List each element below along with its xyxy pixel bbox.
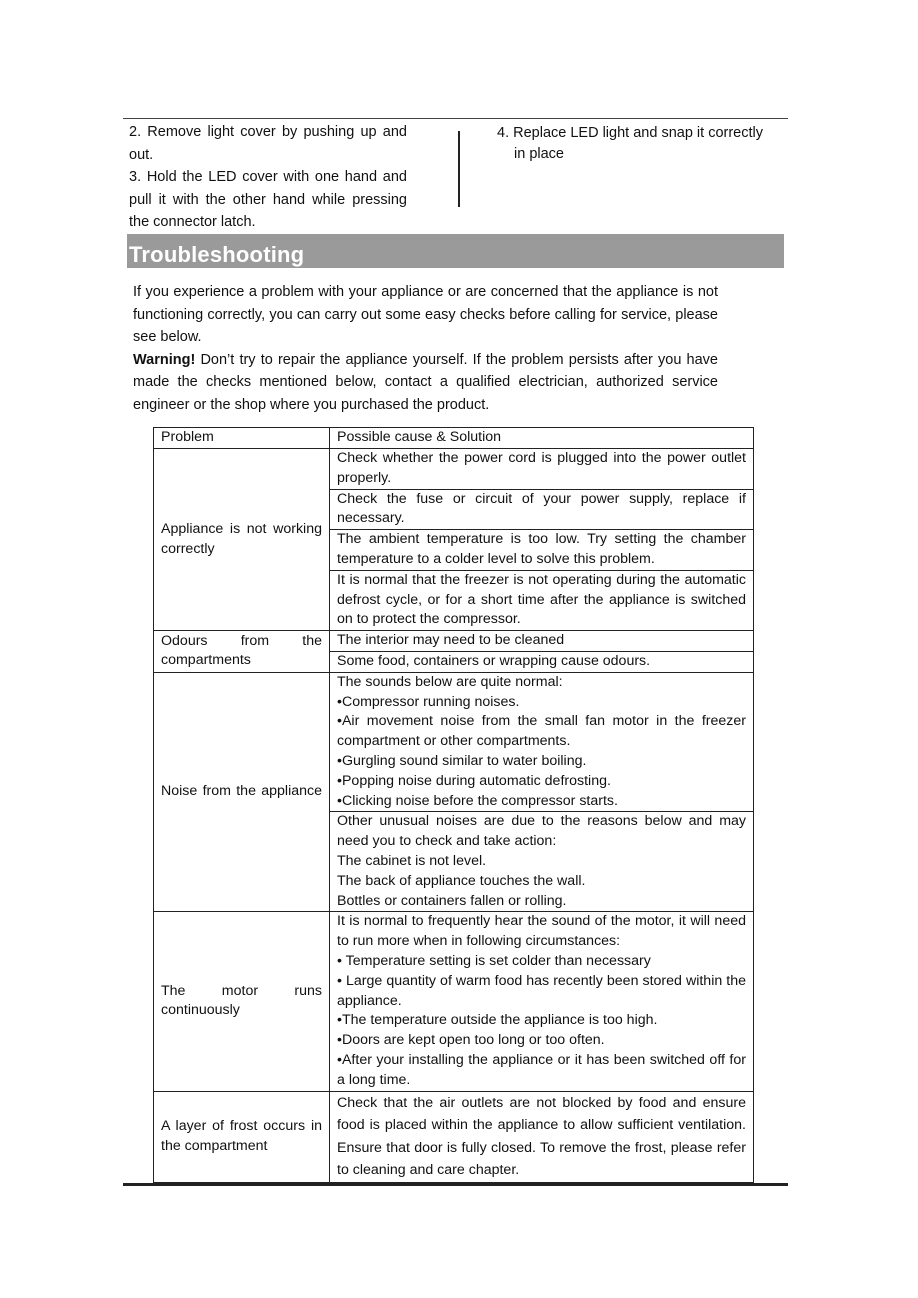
solution-cell: Check the fuse or circuit of your power supply, replace if necessary. <box>330 489 754 530</box>
intro-text <box>133 281 718 416</box>
solution-line: Bottles or containers fallen or rolling. <box>337 892 567 909</box>
problem-cell: Appliance is not working correctly <box>154 449 330 631</box>
solution-line: •Clicking noise before the compressor starts. <box>337 792 618 809</box>
header-problem: Problem <box>154 428 330 449</box>
intro-paragraph: If you experience a problem with your appliance or are concerned that the appliance is not functioning correctly, you can carry out some easy checks before calling for service, please see below. <box>133 284 718 345</box>
solution-cell <box>330 912 754 1091</box>
solution-line: • Large quantity of warm food has recently been stored within the appliance. <box>337 972 746 1009</box>
warning-label: Warning! <box>133 351 196 368</box>
bottom-rule <box>123 1183 788 1186</box>
step-4-line1: Replace LED light and snap it correctly <box>513 125 763 141</box>
top-rule <box>123 118 788 119</box>
solution-line: The cabinet is not level. <box>337 852 487 869</box>
solution-cell: Some food, containers or wrapping cause odours. <box>330 651 754 672</box>
table-row <box>154 631 754 652</box>
warning-text: Don’t try to repair the appliance yourself. If the problem persists after you have made the checks mentioned below, contact a qualified electrician, authorized service engineer or the shop where you purchased the product. <box>133 351 718 413</box>
problem-cell <box>154 912 330 1091</box>
solution-cell <box>330 672 754 812</box>
step-4-number: 4. <box>497 125 510 141</box>
step-2: 2. Remove light cover by pushing up and out. <box>129 124 407 163</box>
solution-cell: Check whether the power cord is plugged into the power outlet properly. <box>330 449 754 490</box>
table-row <box>154 1091 754 1182</box>
solution-line: It is normal to frequently hear the sound of the motor, it will need to run more when in following circumstances: <box>337 913 746 950</box>
solution-line: Other unusual noises are due to the reasons below and may need you to check and take action: <box>337 813 746 850</box>
solution-cell: The interior may need to be cleaned <box>330 631 754 652</box>
solution-line: •Gurgling sound similar to water boiling. <box>337 752 587 769</box>
solution-cell <box>330 812 754 912</box>
solution-line: •Air movement noise from the small fan motor in the freezer compartment or other compartments. <box>337 713 746 750</box>
solution-line: The back of appliance touches the wall. <box>337 872 586 889</box>
left-instructions <box>129 121 407 234</box>
solution-cell: Check that the air outlets are not blocked by food and ensure food is placed within the appliance to allow sufficient ventilation. Ensure that door is fully closed. To remove the frost, please refer to cleaning and care chapter. <box>330 1091 754 1182</box>
section-header <box>127 234 784 268</box>
solution-line: • Temperature setting is set colder than necessary <box>337 952 651 969</box>
problem-cell: Odours from the compartments <box>154 631 330 673</box>
table-header-row <box>154 428 754 449</box>
problem-cell <box>154 672 330 912</box>
right-instructions <box>497 123 782 165</box>
problem-text: The motor runs continuously <box>161 982 322 1019</box>
solution-line: •The temperature outside the appliance is too high. <box>337 1012 658 1029</box>
troubleshooting-table <box>153 427 754 1183</box>
step-4-line2: in place <box>514 146 564 162</box>
step-3: 3. Hold the LED cover with one hand and pull it with the other hand while pressing the connector latch. <box>129 169 407 230</box>
header-solution: Possible cause & Solution <box>330 428 754 449</box>
table-row <box>154 672 754 812</box>
table-row <box>154 449 754 490</box>
table-row <box>154 912 754 1091</box>
solution-line: •After your installing the appliance or it has been switched off for a long time. <box>337 1051 746 1088</box>
problem-text: Noise from the appliance <box>161 783 322 800</box>
column-divider <box>458 131 460 207</box>
solution-cell: The ambient temperature is too low. Try setting the chamber temperature to a colder level to solve this problem. <box>330 530 754 571</box>
solution-line: •Doors are kept open too long or too often. <box>337 1032 605 1049</box>
section-title: Troubleshooting <box>129 242 305 267</box>
solution-cell: It is normal that the freezer is not operating during the automatic defrost cycle, or for a short time after the appliance is switched on to protect the compressor. <box>330 570 754 630</box>
problem-cell: A layer of frost occurs in the compartment <box>154 1091 330 1182</box>
solution-line: The sounds below are quite normal: <box>337 673 563 690</box>
solution-line: •Popping noise during automatic defrosting. <box>337 772 611 789</box>
solution-line: •Compressor running noises. <box>337 693 520 710</box>
warning-paragraph <box>133 349 718 417</box>
